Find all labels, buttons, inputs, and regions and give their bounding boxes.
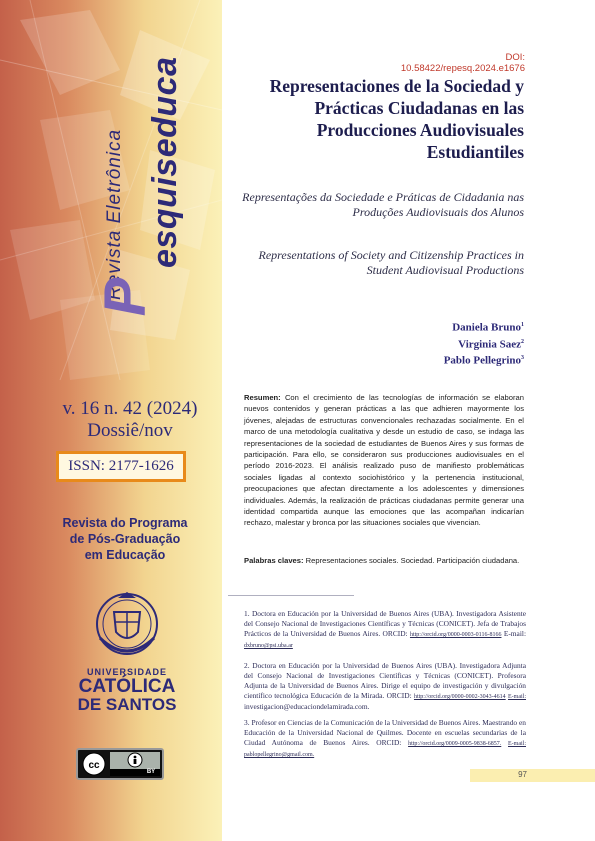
abstract-text: Con el crecimiento de las tecnologías de información se elaboran nuevos contenidos y generan prácticas a las que adhieren mayormente los jóvenes, alejadas de estructuras convencionales rechazadas socialmente. En el marco de una metodología cualitativa y desde un estudio de caso, se indaga las representaciones de la sociedad de estudiantes de Buenos Aires y sus formas de participación. Para ello, se consideraron sus producciones audiovisuales en el período 2016-2023. El análisis realizado puso de manifiesto problemáticas sociales ligadas al contexto sociohistórico y la pertenencia institucional, preocupaciones que afectan directamente a los adolescentes y dimensiones individuales. Además, la realización de prácticas ciudadanas permite generar una identidad compartida aunque las emociones que las acompañan indicarían rechazo, malestar y bronca por las situaciones sociales que vivencian. [244, 393, 524, 528]
article-title-en: Representations of Society and Citizenship Practices in Student Audiovisual Productions [258, 248, 524, 277]
orcid-link[interactable]: http://orcid.org/0009-0005-9838-6857. [408, 741, 502, 747]
email-link[interactable]: dxbruno@psi.uba.ar [244, 643, 293, 649]
revista-label: Revista Eletrônica [104, 128, 125, 300]
footnote-1: 1. Doctora en Educación por la Universidad de Buenos Aires (UBA). Investigadora Asistente del Consejo Nacional de Investigaciones Científicas y Técnicas (CONICET). Jefa de Trabajos Prácticos de la Universidad de Buenos Aires. ORCID: http://orcid.org/0000-0003-0116-8166 E-mail: dxbruno@psi.uba.ar [244, 609, 526, 649]
svg-text:cc: cc [88, 760, 100, 771]
author-name: Daniela Bruno$^1$ [452, 321, 524, 334]
author-name: Virginia Saez$^2$ [458, 338, 524, 351]
article-title-pt: Representações da Sociedade e Práticas de Cidadania nas Produções Audiovisuais dos Alunos [242, 190, 524, 219]
keywords-text: Representaciones sociales. Sociedad. Participación ciudadana. [305, 556, 520, 565]
brand-initial: P [92, 277, 158, 317]
journal-sidebar [0, 0, 222, 841]
keywords [244, 555, 524, 566]
page-number-bar [470, 769, 595, 782]
volume-label: v. 16 n. 42 (2024) [62, 398, 198, 419]
issue-info [30, 398, 222, 442]
journal-brand: esquiseduca [146, 56, 184, 268]
footnote-3: 3. Profesor en Ciencias de la Comunicación de la Universidad de Buenos Aires. Maestrando en Educación de la Universidad Nacional de Quilmes. Docente en escuelas secundarias de la Ciudad Autónoma de Buenos Aires. ORCID: http://orcid.org/0009-0005-9838-6857. E-mail: pablopellegrino@gmail.com. [244, 718, 526, 758]
university-crest-icon [92, 588, 162, 664]
abstract-label: Resumen: [244, 393, 281, 402]
university-logo: UNIVERSIDADE CATÓLICA DE SANTOS [77, 667, 177, 714]
email-link[interactable]: investigacion@educaciondelamirada.com. [244, 702, 370, 711]
orcid-link[interactable]: http://orcid.org/0000-0003-0116-8166 [409, 632, 502, 638]
orcid-link[interactable]: http://orcid.org/0000-0002-3043-4614 [413, 694, 506, 700]
footnote-divider [228, 595, 354, 596]
keywords-label: Palabras claves: [244, 556, 304, 565]
issn-box: ISSN: 2177-1626 [56, 451, 186, 482]
license-label: BY [146, 769, 156, 775]
email-link[interactable]: pablopellegrino@gmail.com. [244, 752, 315, 758]
author-name: Pablo Pellegrino$^3$ [443, 354, 524, 367]
author-list [330, 318, 524, 368]
doi-label: DOI: 10.58422/repesq.2024.e1676 [400, 52, 525, 74]
abstract [244, 392, 524, 529]
program-label: Revista do Programa de Pós-Graduação em Educação [62, 516, 188, 562]
article-title-es: Representaciones de la Sociedad y Prácticas Ciudadanas en las Producciones Audiovisuales Estudiantiles [269, 76, 524, 162]
page-number: 97 [518, 770, 527, 779]
creative-commons-badge[interactable] [76, 748, 164, 780]
section-label: Dossiê/nov [87, 420, 173, 441]
footnote-2: 2. Doctora en Educación por la Universidad de Buenos Aires (UBA). Investigadora Adjunta del Consejo Nacional de Investigaciones Científicas y Técnicas (CONICET). Profesora Adjunta de la Universidad de Buenos Aires. Dirige el equipo de investigación y divulgación científico tecnológica Educación de la Mirada. ORCID: http://orcid.org/0000-0002-3043-4614 E-mail: investigacion@educaciondelamirada.com. [244, 661, 526, 711]
